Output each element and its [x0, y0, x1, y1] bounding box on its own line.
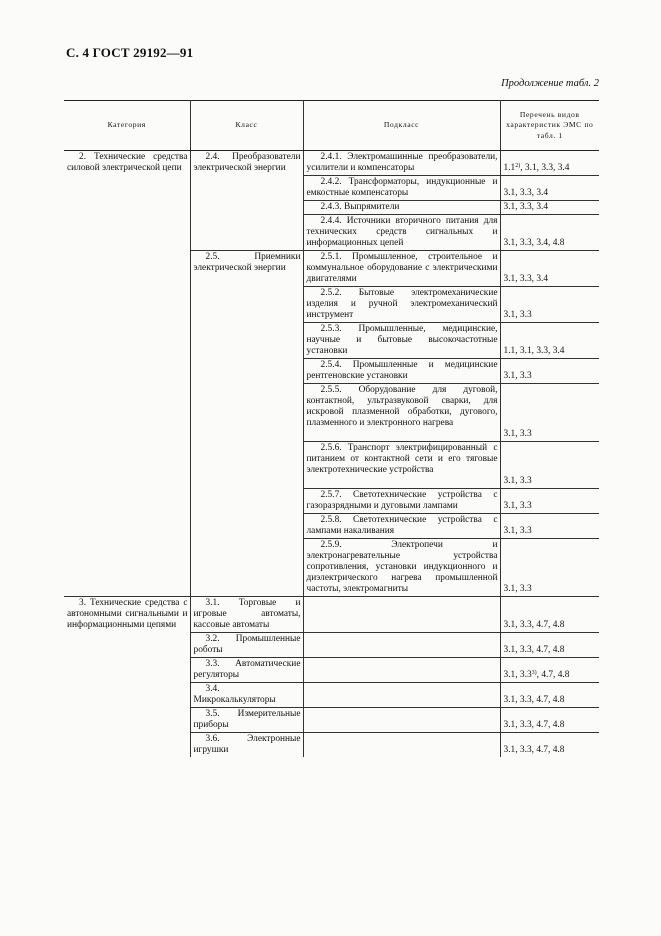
emc-footnote-ref: 3) — [531, 670, 537, 677]
emc-cell: 3.1, 3.3, 4.7, 4.8 — [500, 683, 599, 708]
subclass-cell: 2.5.8. Светотехнические устройства с лампами накаливания — [303, 514, 500, 539]
subclass-cell — [303, 708, 500, 733]
subclass-cell — [303, 683, 500, 708]
table-row — [64, 151, 599, 176]
emc-cell: 3.1, 3.3, 3.4 — [500, 251, 599, 287]
class-cell: 2.5. Приемники электрической энергии — [190, 251, 303, 597]
emc-cell: 3.1, 3.3 — [500, 442, 599, 489]
emc-classification-table — [64, 100, 599, 757]
table-header-row — [64, 101, 599, 151]
subclass-cell: 2.5.5. Оборудование для дуговой, контактной, ультразвуковой сварки, для искровой плазменной обработки, дугового, плазменного и электронного нагрева — [303, 384, 500, 442]
subclass-cell: 2.5.7. Светотехнические устройства с газоразрядными и дуговыми лампами — [303, 489, 500, 514]
emc-cell: 3.1, 3.3, 4.7, 4.8 — [500, 597, 599, 633]
emc-value-cont: , 4.7, 4.8 — [536, 670, 570, 681]
header-category: Категория — [64, 101, 190, 151]
emc-cell: 3.1, 3.3, 4.7, 4.8 — [500, 708, 599, 733]
subclass-cell: 2.4.2. Трансформаторы, индукционные и емкостные компенсаторы — [303, 176, 500, 201]
subclass-cell — [303, 633, 500, 658]
subclass-cell: 2.5.1. Промышленное, строительное и коммунальное оборудование с электрическими двигателями — [303, 251, 500, 287]
emc-cell: 3.1, 3.3 — [500, 287, 599, 323]
emc-cell: 1.1, 3.1, 3.3, 3.4 — [500, 323, 599, 359]
class-cell: 3.2. Промышленные роботы — [190, 633, 303, 658]
class-cell: 2.4. Преобразователи электрической энергии — [190, 151, 303, 251]
emc-cell — [500, 658, 599, 683]
table-row — [64, 597, 599, 633]
header-class: Класс — [190, 101, 303, 151]
class-cell: 3.6. Электронные игрушки — [190, 733, 303, 758]
emc-cell: 3.1, 3.3 — [500, 514, 599, 539]
class-cell: 3.1. Торговые и игровые автоматы, кассовые автоматы — [190, 597, 303, 633]
emc-cell: 3.1, 3.3, 4.7, 4.8 — [500, 633, 599, 658]
subclass-cell: 2.5.3. Промышленные, медицинские, научные и бытовые высокочастотные установки — [303, 323, 500, 359]
subclass-cell: 2.4.1. Электромашинные преобразователи, усилители и компенсаторы — [303, 151, 500, 176]
header-subclass: Подкласс — [303, 101, 500, 151]
page-header: С. 4 ГОСТ 29192—91 — [66, 45, 194, 60]
emc-cell: 3.1, 3.3 — [500, 539, 599, 597]
header-emc-list: Перечень видов характеристик ЭМС по табл. 1 — [500, 101, 599, 151]
subclass-cell: 2.5.2. Бытовые электромеханические изделия и ручной электромеханический инструмент — [303, 287, 500, 323]
subclass-cell: 2.4.3. Выпрямители — [303, 201, 500, 215]
emc-footnote-ref: 2) — [515, 163, 521, 170]
emc-cell: 3.1, 3.3, 3.4, 4.8 — [500, 215, 599, 251]
subclass-cell: 2.5.6. Транспорт электрифицированный с питанием от контактной сети и его тяговые электротехнические устройства — [303, 442, 500, 489]
category-cell: 2. Технические средства силовой электрической цепи — [64, 151, 190, 597]
emc-cell: 3.1, 3.3 — [500, 359, 599, 384]
emc-cell: 3.1, 3.3, 4.7, 4.8 — [500, 733, 599, 758]
emc-cell: 3.1, 3.3, 3.4 — [500, 176, 599, 201]
emc-value: 3.1, 3.3 — [503, 670, 532, 681]
class-cell: 3.4. Микрокалькуляторы — [190, 683, 303, 708]
emc-cell: 3.1, 3.3, 3.4 — [500, 201, 599, 215]
table-continuation-label: Продолжение табл. 2 — [501, 78, 599, 89]
class-cell: 3.5. Измерительные приборы — [190, 708, 303, 733]
emc-cell: 3.1, 3.3 — [500, 489, 599, 514]
emc-cell: 3.1, 3.3 — [500, 384, 599, 442]
subclass-cell: 2.5.4. Промышленные и медицинские рентгеновские установки — [303, 359, 500, 384]
subclass-cell — [303, 658, 500, 683]
subclass-cell: 2.4.4. Источники вторичного питания для технических средств сигнальных и информационных цепей — [303, 215, 500, 251]
emc-value-cont: , 3.1, 3.3, 3.4 — [520, 163, 570, 174]
subclass-cell — [303, 733, 500, 758]
emc-value: 1.1 — [503, 163, 516, 174]
class-cell: 3.3. Автоматические регуляторы — [190, 658, 303, 683]
subclass-cell — [303, 597, 500, 633]
emc-cell — [500, 151, 599, 176]
category-cell: 3. Технические средства с автономными сигнальными и информационными цепями — [64, 597, 190, 758]
subclass-cell: 2.5.9. Электропечи и электронагревательные устройства сопротивления, установки индукционного и диэлектрического нагрева промышленной частоты, электромагниты — [303, 539, 500, 597]
